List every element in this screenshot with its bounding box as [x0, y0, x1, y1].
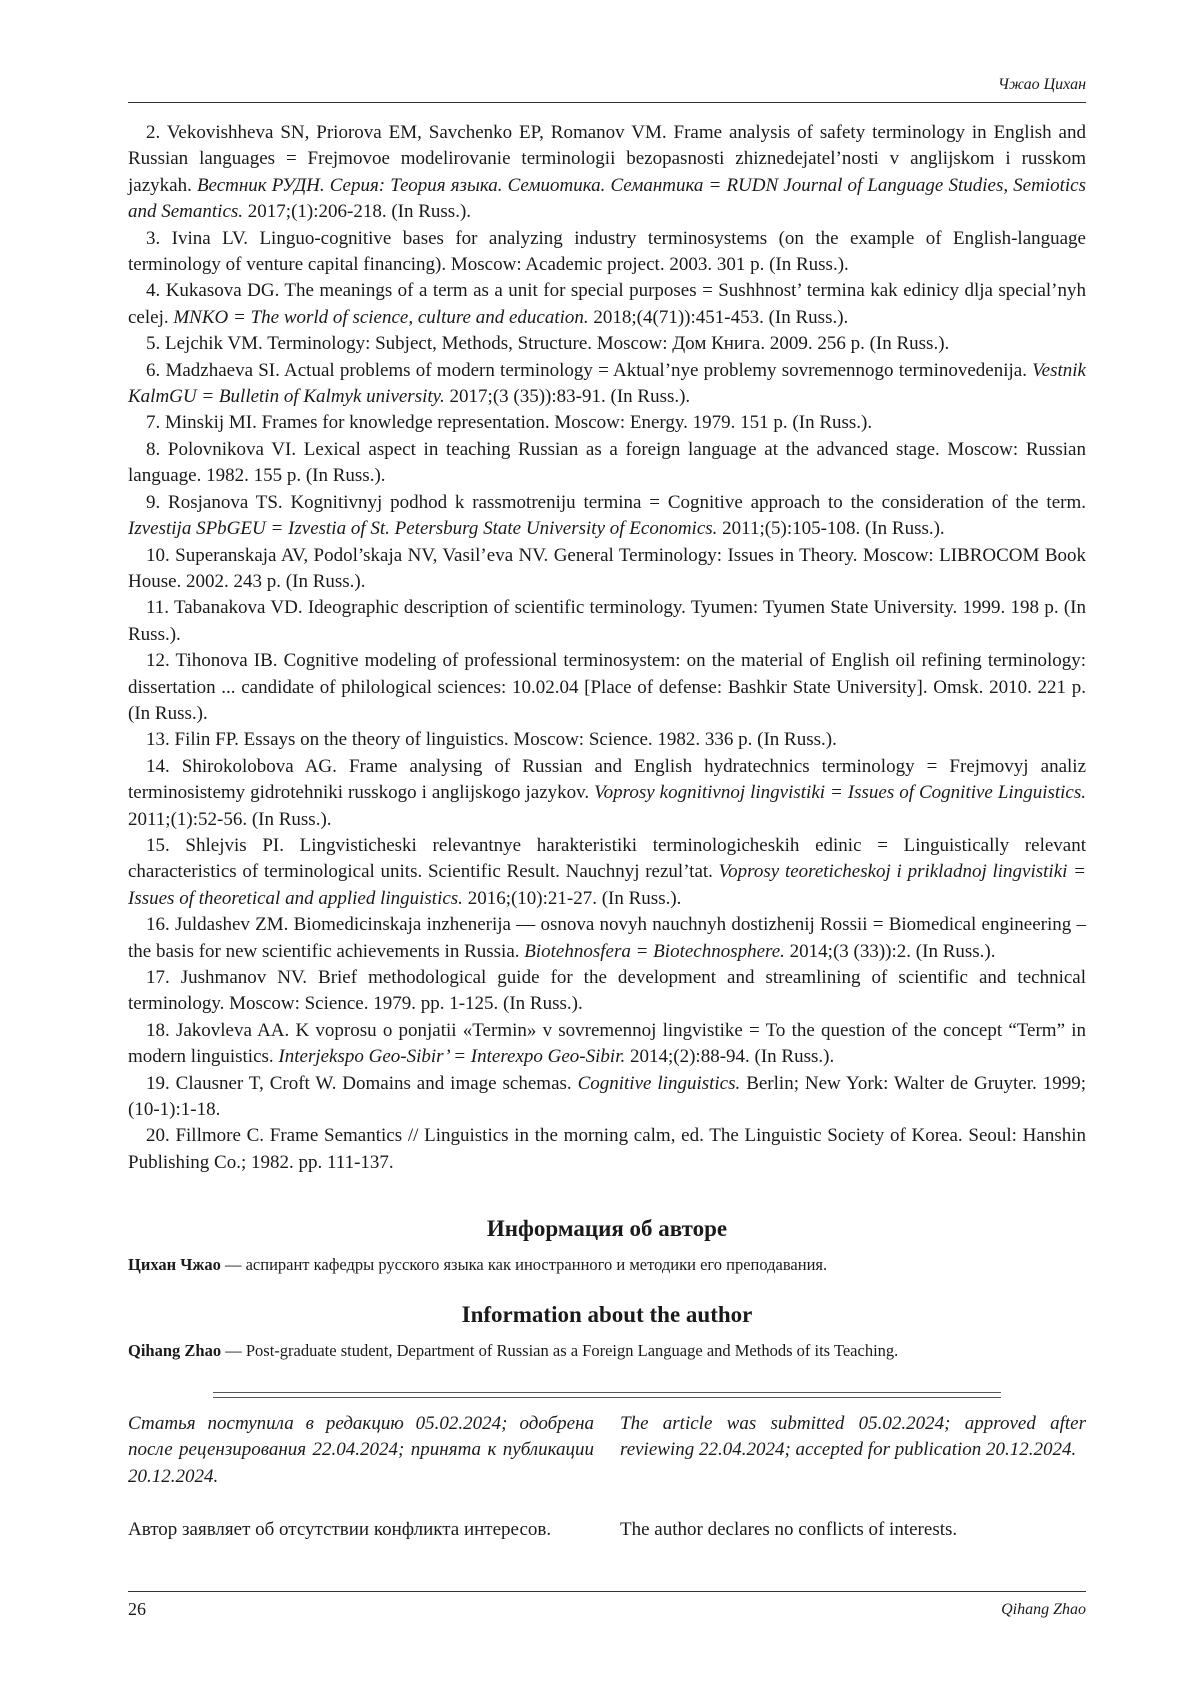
reference-item: 7. Minskij MI. Frames for knowledge representation. Moscow: Energy. 1979. 151 p. (In Russ.).	[146, 412, 873, 434]
reference-item: 6. Madzhaeva SI. Actual problems of modern terminology = Aktual’nye problemy sovremennogo terminovedenija. Vestnik KalmGU = Bulletin of Kalmyk university. 2017;(3 (35)):83-91. (In Russ.).	[128, 359, 1086, 408]
reference-list	[128, 120, 1086, 1176]
reference-item: 4. Kukasova DG. The meanings of a term as a unit for special purposes = Sushhnost’ termina kak edinicy dlja special’nyh celej. MNKO = The world of science, culture and education. 2018;(4(71)):451-453. (In Russ.).	[128, 280, 1086, 328]
reference-item: 18. Jakovleva AA. K voprosu o ponjatii «Termin» v sovremennoj lingvistike = To the question of the concept “Term” in modern linguistics. Interjekspo Geo-Sibir’ = Interexpo Geo-Sibir. 2014;(2):88-94. (In Russ.).	[128, 1019, 1086, 1068]
reference-item: 2. Vekovishheva SN, Priorova EM, Savchenko EP, Romanov VM. Frame analysis of safety terminology in English and Russian languages = Frejmovoe modelirovanie terminologii bezopasnosti zhiznedejatel’nosti v anglijskom i russkom jazykah. Вестник РУДН. Серия: Теория языка. Семиотика. Семантика = RUDN Journal of Language Studies, Semiotics and Semantics. 2017;(1):206-218. (In Russ.).	[128, 122, 1086, 223]
author-info-ru-title: Информация об авторе	[486, 1216, 728, 1241]
footer-rule	[128, 1591, 1086, 1592]
section-divider	[213, 1392, 1001, 1398]
footer-author: Qihang Zhao	[1001, 1601, 1086, 1618]
reference-item: 11. Tabanakova VD. Ideographic description of scientific terminology. Tyumen: Tyumen State University. 1999. 198 p. (In Russ.).	[128, 597, 1086, 645]
reference-item: 14. Shirokolobova AG. Frame analysing of Russian and English hydratechnics terminology = Frejmovyj analiz terminosistemy gidrotehniki russkogo i anglijskogo jazykov. Voprosy kognitivnoj lingvistiki = Issues of Cognitive Linguistics. 2011;(1):52-56. (In Russ.).	[128, 755, 1086, 830]
conflict-statement-en: The author declares no conflicts of interests.	[620, 1519, 958, 1540]
reference-item: 9. Rosjanova TS. Kognitivnyj podhod k rassmotreniju termina = Cognitive approach to the consideration of the term. Izvestija SPbGEU = Izvestia of St. Petersburg State University of Economics. 2011;(5):105-108. (In Russ.).	[128, 491, 1086, 540]
header-rule	[128, 102, 1086, 103]
page-number: 26	[128, 1599, 146, 1619]
running-head: Чжао Цихан	[997, 76, 1086, 93]
reference-item: 13. Filin FP. Essays on the theory of linguistics. Moscow: Science. 1982. 336 p. (In Russ.).	[146, 729, 837, 751]
author-info-en: Qihang Zhao — Post-graduate student, Department of Russian as a Foreign Language and Methods of its Teaching.	[128, 1341, 899, 1360]
reference-item: 15. Shlejvis PI. Lingvisticheski relevantnye harakteristiki terminologicheskih edinic = Linguistically relevant characteristics of terminological units. Scientific Result. Nauchnyj rezul’tat. Voprosy teoreticheskoj i prikladnoj lingvistiki = Issues of theoretical and applied linguistics. 2016;(10):21-27. (In Russ.).	[128, 834, 1086, 909]
reference-item: 5. Lejchik VM. Terminology: Subject, Methods, Structure. Moscow: Дом Книга. 2009. 256 p. (In Russ.).	[146, 333, 950, 355]
reference-item: 12. Tihonova IB. Cognitive modeling of professional terminosystem: on the material of English oil refining terminology: dissertation ... candidate of philological sciences: 10.02.04 [Place of defense: Bashkir State University]. Omsk. 2010. 221 p. (In Russ.).	[128, 650, 1086, 724]
reference-item: 3. Ivina LV. Linguo-cognitive bases for analyzing industry terminosystems (on the example of English-language terminology of venture capital financing). Moscow: Academic project. 2003. 301 p. (In Russ.).	[128, 227, 1086, 276]
reference-item: 10. Superanskaja AV, Podol’skaja NV, Vasil’eva NV. General Terminology: Issues in Theory. Moscow: LIBROCOM Book House. 2002. 243 p. (In Russ.).	[128, 544, 1086, 592]
article-dates-en: The article was submitted 05.02.2024; approved after reviewing 22.04.2024; accepted for publication 20.12.2024.	[620, 1413, 1086, 1461]
reference-item: 16. Juldashev ZM. Biomedicinskaja inzhenerija — osnova novyh nauchnyh dostizhenij Rossii = Biomedical engineering – the basis for new scientific achievements in Russia. Biotehnosfera = Biotechnosphere. 2014;(3 (33)):2. (In Russ.).	[128, 914, 1086, 962]
reference-item: 17. Jushmanov NV. Brief methodological guide for the development and streamlining of scientific and technical terminology. Moscow: Science. 1979. pp. 1-125. (In Russ.).	[128, 967, 1086, 1015]
conflict-statement-ru: Автор заявляет об отсутствии конфликта интересов.	[128, 1519, 552, 1540]
author-info-ru: Цихан Чжао — аспирант кафедры русского языка как иностранного и методики его преподавания.	[128, 1255, 828, 1274]
reference-item: 20. Fillmore C. Frame Semantics // Linguistics in the morning calm, ed. The Linguistic Society of Korea. Seoul: Hanshin Publishing Co.; 1982. pp. 111-137.	[128, 1125, 1086, 1173]
author-info-en-title: Information about the author	[461, 1302, 753, 1327]
article-dates-ru: Статья поступила в редакцию 05.02.2024; одобрена после рецензирования 22.04.2024; принята к публикации 20.12.2024.	[128, 1413, 594, 1487]
reference-item: 19. Clausner T, Croft W. Domains and image schemas. Cognitive linguistics. Berlin; New York: Walter de Gruyter. 1999;(10-1):1-18.	[128, 1072, 1086, 1121]
reference-item: 8. Polovnikova VI. Lexical aspect in teaching Russian as a foreign language at the advanced stage. Moscow: Russian language. 1982. 155 p. (In Russ.).	[128, 438, 1086, 487]
